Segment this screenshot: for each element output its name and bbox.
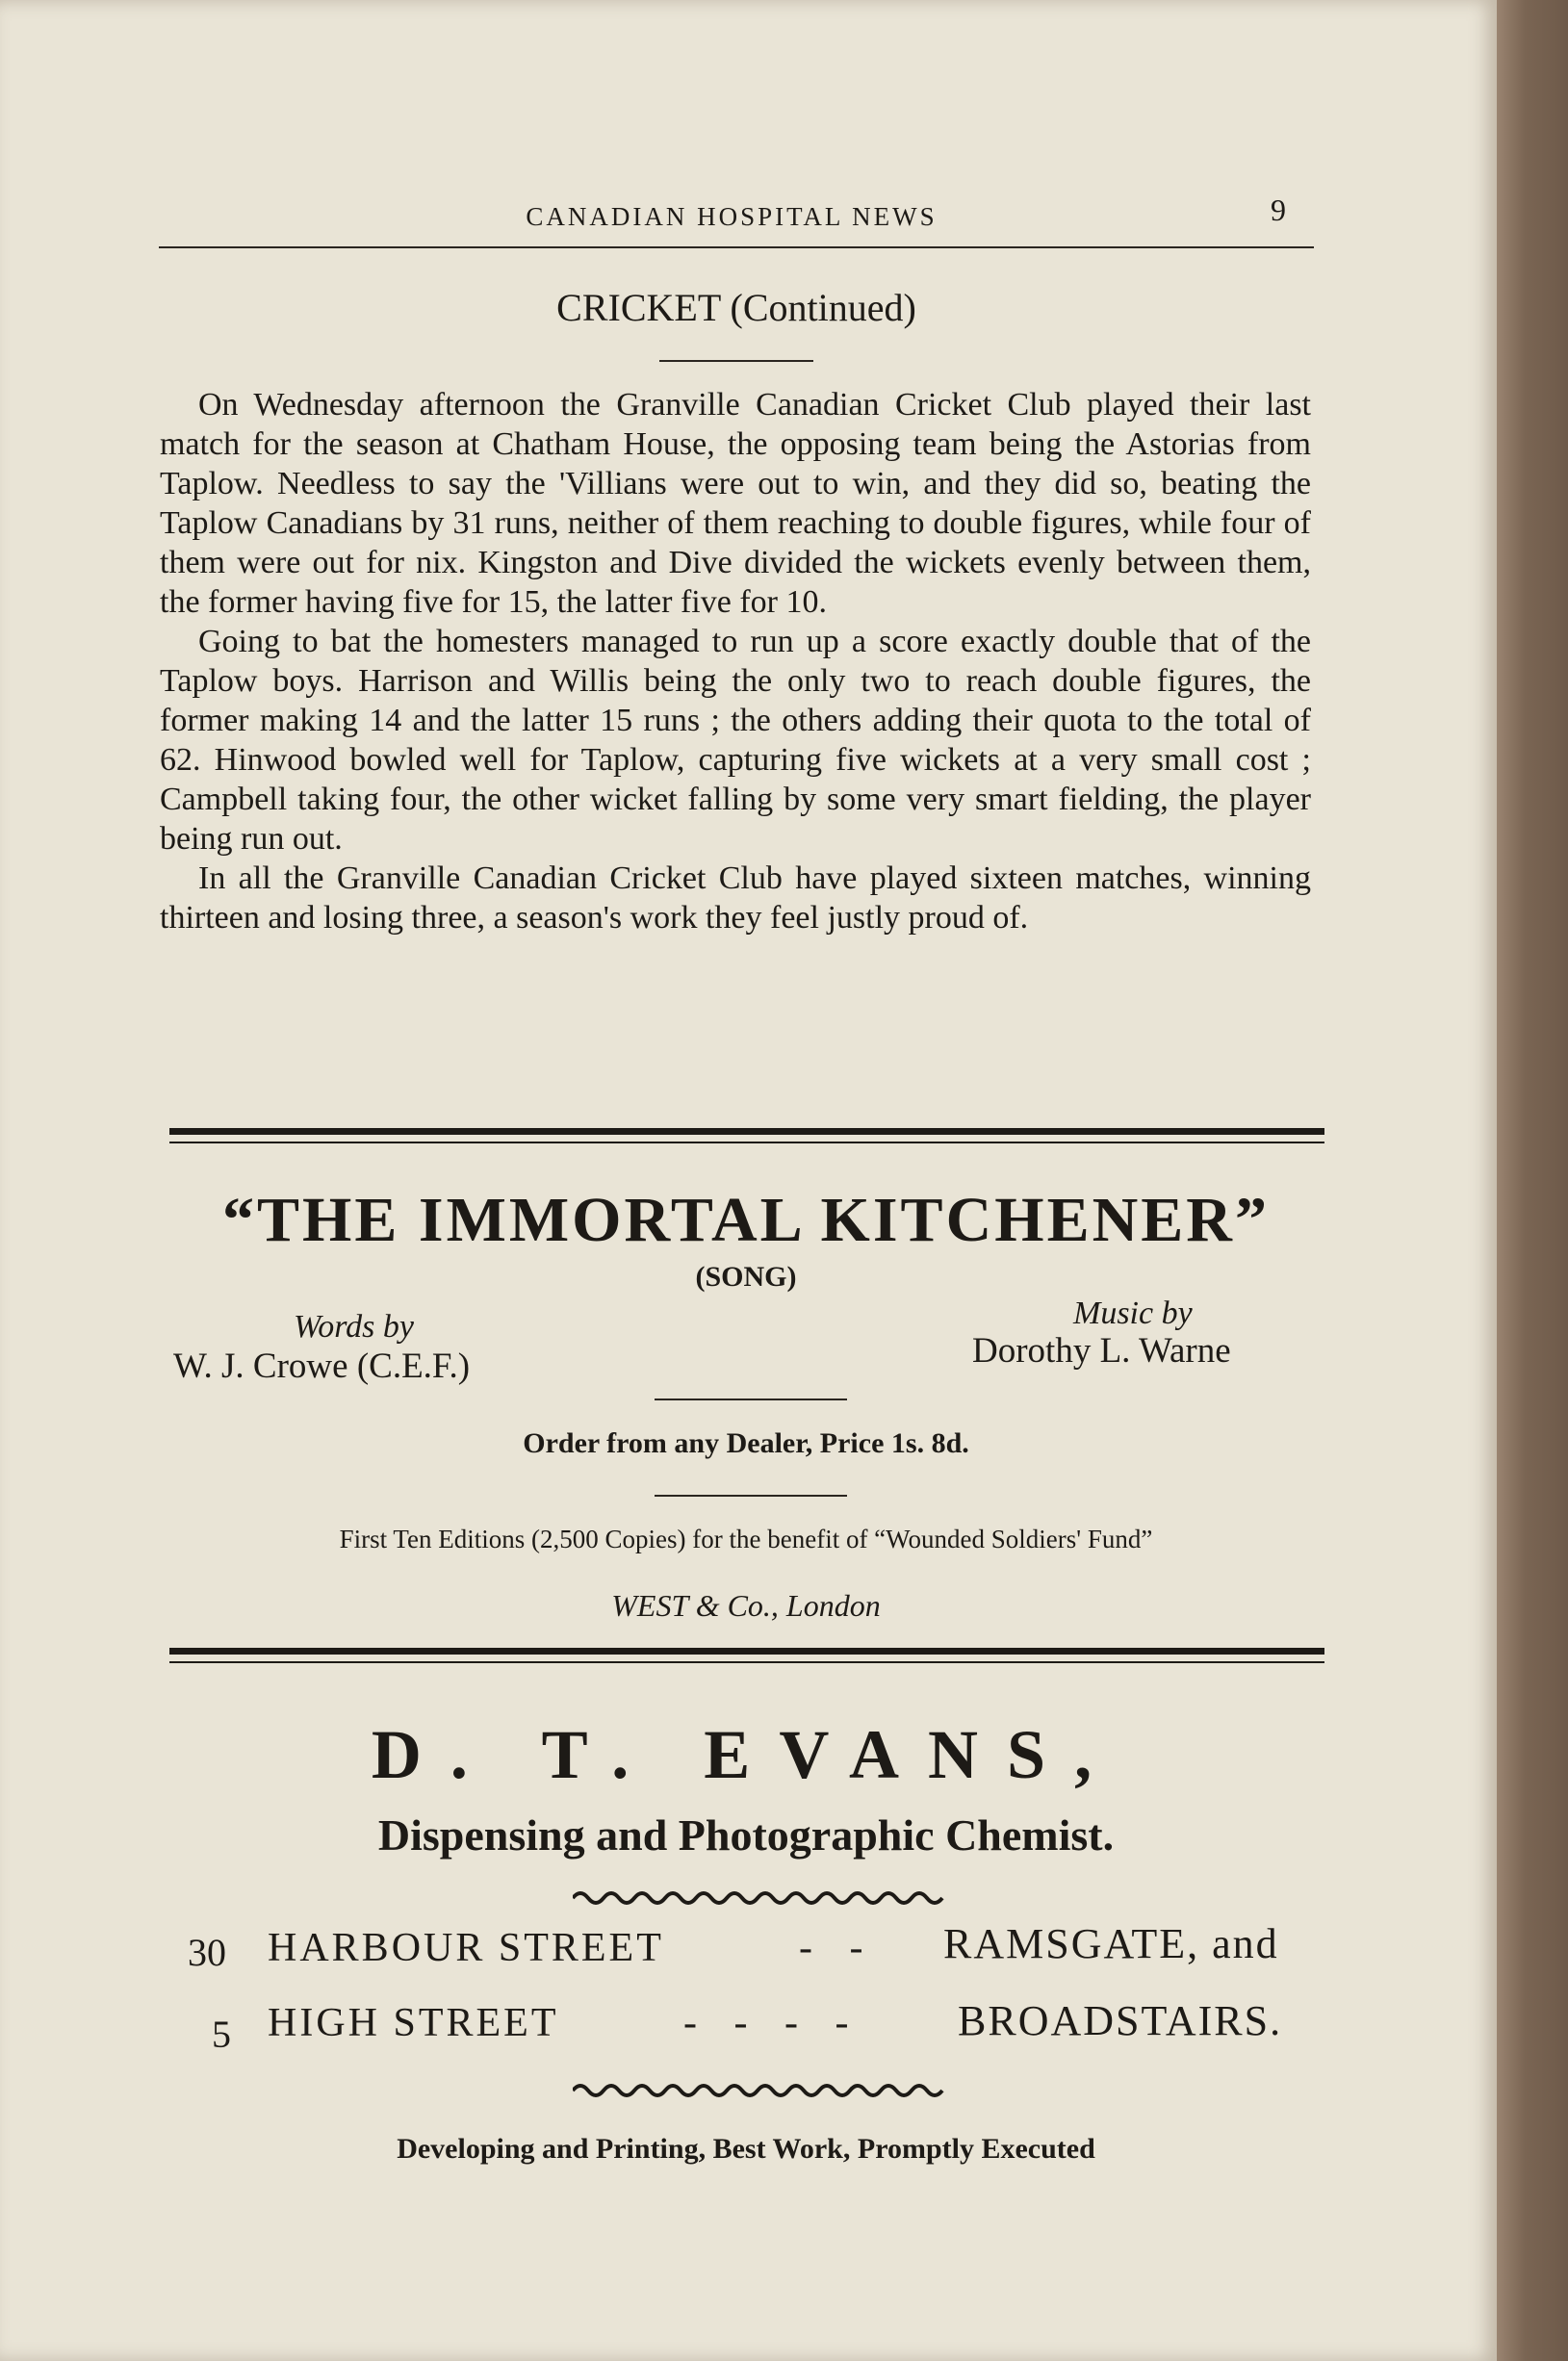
- section-divider-2: [169, 1648, 1324, 1663]
- order-line: Order from any Dealer, Price 1s. 8d.: [523, 1427, 969, 1459]
- song-divider-2: [655, 1495, 847, 1497]
- address-number-1: 30: [188, 1931, 226, 1974]
- running-header-title: CANADIAN HOSPITAL NEWS: [526, 202, 938, 231]
- cricket-article: [160, 385, 1311, 937]
- article-paragraph-2: Going to bat the homesters managed to run up a score exactly double that of the Taplow boys. Harrison and Willis being the only two to reach double figures, the former making 14 and the latter 15 runs ; the others adding their quota to the total of 62. Hinwood bowled well for Taplow, capturing five wickets at a very small cost ; Campbell taking four, the other wicket falling by some very smart fielding, the player being run out.: [160, 624, 1311, 857]
- flourish-ornament-2: [573, 2079, 948, 2102]
- address-town-1: RAMSGATE, and: [943, 1920, 1279, 1967]
- address-town-2: BROADSTAIRS.: [958, 1997, 1283, 2044]
- song-subtitle: (SONG): [695, 1261, 797, 1293]
- editions-line: First Ten Editions (2,500 Copies) for the benefit of “Wounded Soldiers' Fund”: [339, 1525, 1153, 1553]
- cricket-title: CRICKET (Continued): [556, 286, 916, 329]
- flourish-ornament: [573, 1886, 948, 1910]
- composer-name: Dorothy L. Warne: [972, 1331, 1231, 1371]
- article-paragraph-3: In all the Granville Canadian Cricket Club have played sixteen matches, winning thirteen and losing three, a season's work they feel justly proud of.: [160, 860, 1311, 936]
- words-by-label: Words by: [294, 1309, 414, 1345]
- publisher-line: WEST & Co., London: [611, 1588, 881, 1623]
- page-number: 9: [1271, 192, 1286, 227]
- address-street-2: HIGH STREET: [268, 2001, 559, 2045]
- address-dashes-2: - - - -: [683, 2001, 862, 2045]
- section-divider-1: [169, 1128, 1324, 1143]
- services-line: Developing and Printing, Best Work, Promptly Executed: [397, 2133, 1095, 2165]
- shop-name: D. T. EVANS,: [371, 1716, 1121, 1793]
- lyricist-name: W. J. Crowe (C.E.F.): [173, 1347, 471, 1386]
- article-paragraph-1: On Wednesday afternoon the Granville Canadian Cricket Club played their last match for the season at Chatham House, the opposing team being the Astorias from Taplow. Needless to say the 'Villians were out to win, and they did so, beating the Taplow Canadians by 31 runs, neither of them reaching to double figures, while four of them were out for nix. Kingston and Dive divided the wickets evenly between them, the former having five for 15, the latter five for 10.: [160, 387, 1311, 620]
- music-by-label: Music by: [1073, 1296, 1193, 1331]
- song-title: “THE IMMORTAL KITCHENER”: [222, 1185, 1270, 1255]
- page-binding-edge: [1497, 0, 1568, 2361]
- song-divider-1: [655, 1399, 847, 1400]
- address-number-2: 5: [212, 2013, 231, 2056]
- address-street-1: HARBOUR STREET: [268, 1926, 664, 1970]
- address-dashes-1: - -: [799, 1926, 877, 1970]
- title-divider: [659, 360, 813, 362]
- shop-description: Dispensing and Photographic Chemist.: [377, 1810, 1115, 1860]
- header-rule: [159, 246, 1314, 248]
